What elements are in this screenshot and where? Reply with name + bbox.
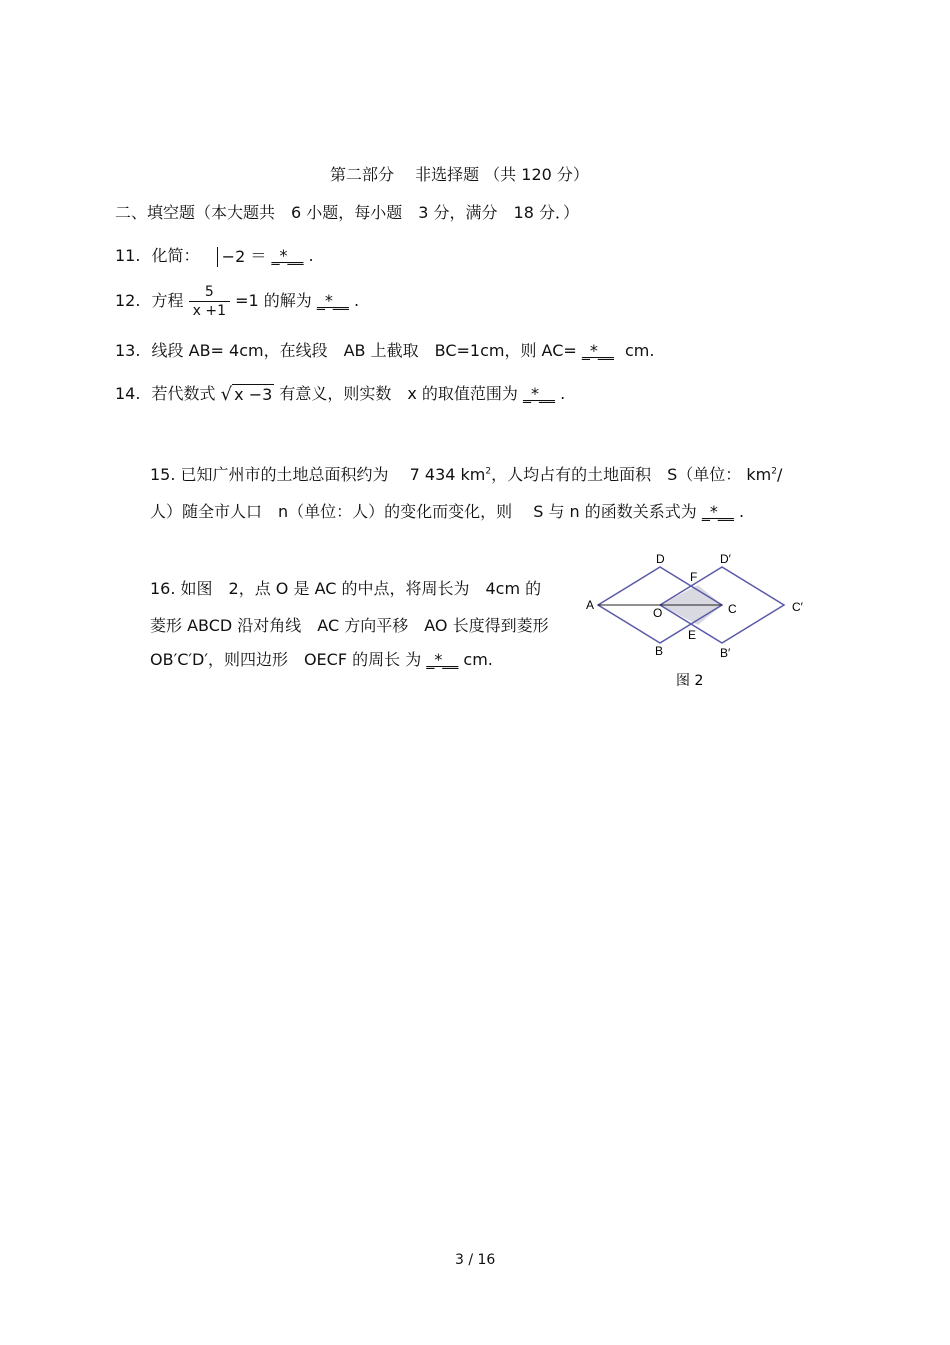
answer-blank: _*__ xyxy=(271,246,304,265)
section-title: 第二部分 非选择题 （共 120 分） xyxy=(330,165,589,184)
question-16-line-1: 16. 如图 2，点 O 是 AC 的中点，将周长为 4cm 的 xyxy=(150,579,542,598)
absolute-value-expr: −2 xyxy=(217,247,246,267)
answer-blank: _*__ xyxy=(581,341,614,360)
figure-2-rhombus-diagram xyxy=(580,545,820,695)
question-text: 15. 已知广州市的土地总面积约为 7 434 km xyxy=(150,465,486,484)
period: . xyxy=(738,502,745,521)
question-15-line-2 xyxy=(150,499,744,522)
period: . xyxy=(560,384,566,403)
radical-icon: √ xyxy=(220,384,233,405)
fraction xyxy=(189,283,230,320)
question-12 xyxy=(115,283,359,320)
question-16-line-3 xyxy=(150,647,493,670)
part-header: 二、填空题（本大题共 6 小题，每小题 3 分，满分 18 分．） xyxy=(115,203,579,222)
page-number: 3 / 16 xyxy=(455,1252,496,1268)
question-number: 11. xyxy=(115,246,141,265)
label-c: C xyxy=(728,602,737,616)
question-text: ，人均占有的土地面积 S（单位： km xyxy=(491,465,772,484)
period: . xyxy=(308,246,314,265)
fraction-numerator: 5 xyxy=(189,283,230,302)
question-number: 12. xyxy=(115,291,141,310)
question-text: / xyxy=(776,465,783,484)
label-b-prime: B′ xyxy=(720,646,731,660)
unit: cm. xyxy=(463,650,493,669)
answer-blank: _*__ xyxy=(523,384,556,403)
period: . xyxy=(354,291,360,310)
question-14 xyxy=(115,381,565,405)
question-text: 化简： xyxy=(151,246,200,265)
fraction-denominator: x +1 xyxy=(192,303,227,319)
question-16-line-2: 菱形 ABCD 沿对角线 AC 方向平移 AO 长度得到菱形 xyxy=(150,616,549,635)
answer-blank: _*__ xyxy=(316,291,349,310)
question-text-rest: 有意义，则实数 x 的取值范围为 xyxy=(279,384,518,403)
square-root-expr xyxy=(221,384,275,405)
question-text: OB′C′D′，则四边形 OECF 的周长 为 xyxy=(150,650,422,669)
label-d: D xyxy=(656,552,665,566)
question-number: 14. xyxy=(115,384,141,403)
question-number: 13. xyxy=(115,341,141,360)
equals-sign: ＝ xyxy=(250,246,267,265)
question-text: 人）随全市人口 n（单位：人）的变化而变化，则 S 与 n 的函数关系式为 xyxy=(150,502,702,521)
label-a: A xyxy=(586,598,595,612)
label-e: E xyxy=(688,628,697,642)
answer-blank: _*__ xyxy=(701,502,734,521)
question-text-rest: =1 的解为 xyxy=(235,291,312,310)
question-13 xyxy=(115,338,654,361)
label-f: F xyxy=(690,570,698,584)
question-text: 若代数式 xyxy=(151,384,216,403)
question-11 xyxy=(115,243,314,267)
label-o: O xyxy=(653,606,663,620)
question-15-line-1 xyxy=(150,462,782,485)
label-b: B xyxy=(655,644,664,658)
figure-caption: 图 2 xyxy=(676,673,704,689)
superscript: 2 xyxy=(771,466,777,477)
label-c-prime: C′ xyxy=(792,600,803,614)
question-text: 线段 AB= 4cm，在线段 AB 上截取 BC=1cm，则 AC= xyxy=(151,341,577,360)
superscript: 2 xyxy=(485,466,492,477)
answer-blank: _*__ xyxy=(426,650,459,669)
unit: cm. xyxy=(624,341,655,360)
radicand: x −3 xyxy=(234,385,273,404)
question-text: 方程 xyxy=(151,291,184,310)
label-d-prime: D′ xyxy=(720,552,731,566)
